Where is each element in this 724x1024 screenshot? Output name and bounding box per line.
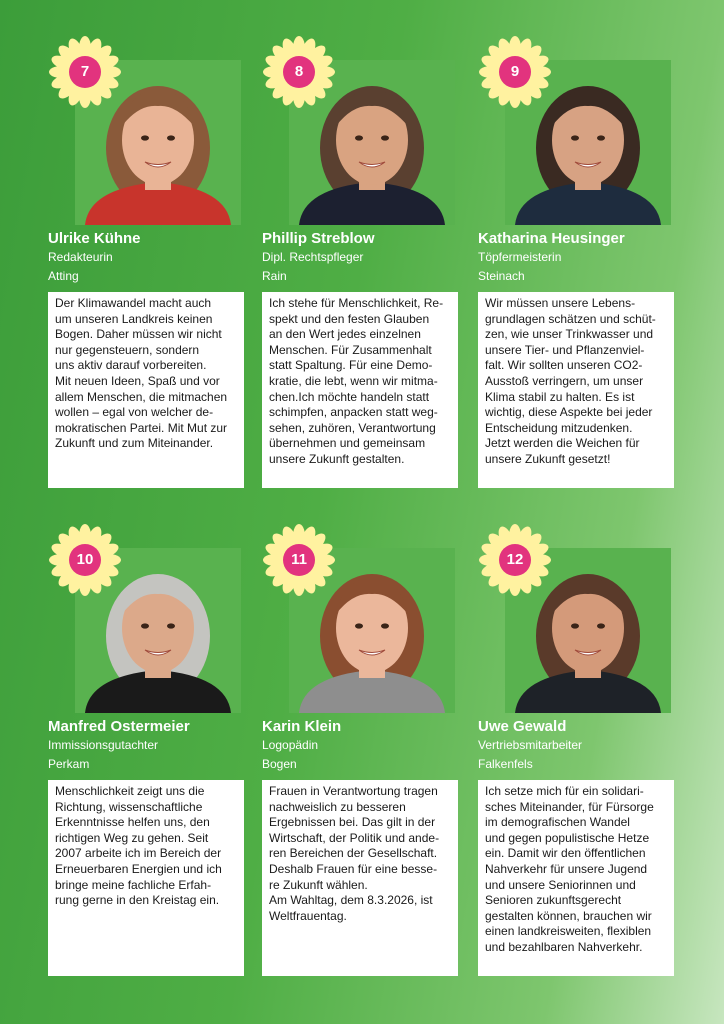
candidate-profession: Vertriebsmitarbeiter: [478, 738, 583, 752]
quote-line: nur gegensteuern, sondern: [55, 342, 200, 357]
quote-line: Frauen in Verantwortung tragen: [269, 784, 438, 798]
quote-line: wichtig, diese Aspekte bei jeder: [485, 405, 653, 420]
quote-line: richtigen Weg zu gehen. Seit: [55, 830, 209, 845]
candidate-town: Bogen: [262, 757, 297, 771]
quote-line: sehen, zuhören, Verantwortung: [269, 420, 436, 435]
quote-line: ein. Damit wir den öffentlichen: [485, 846, 646, 861]
candidate-profession: Töpfermeisterin: [478, 250, 562, 264]
candidate-town: Steinach: [478, 269, 525, 283]
candidate-name: Karin Klein: [262, 718, 342, 735]
candidate-name: Ulrike Kühne: [48, 230, 141, 247]
quote-line: nachweislich zu besseren: [269, 799, 406, 814]
quote-line: Richtung, wissenschaftliche: [55, 799, 203, 814]
quote-line: bringe meine fachliche Erfah-: [55, 877, 212, 892]
quote-line: unsere Zukunft gestalten.: [269, 451, 405, 466]
quote-line: zen, wie unser Trinkwasser und: [485, 327, 654, 342]
sunflower-icon: [48, 35, 122, 109]
quote-line: rung gerne in den Kreistag ein.: [55, 893, 220, 908]
quote-line: Ich setze mich für ein solidari-: [485, 784, 644, 798]
quote-line: chen.Ich möchte handeln statt: [269, 389, 430, 404]
quote-line: Mit neuen Ideen, Spaß und vor: [55, 373, 220, 388]
candidate-profession: Dipl. Rechtspfleger: [262, 250, 364, 264]
quote-line: Nahverkehr für unsere Jugend: [485, 861, 648, 876]
quote-line: re Zukunft wählen.: [269, 877, 368, 892]
quote-line: spekt und den festen Glauben: [269, 311, 430, 326]
quote-line: Menschen. Für Zusammenhalt: [269, 342, 432, 357]
quote-line: Bogen. Daher müssen wir nicht: [55, 327, 222, 342]
quote-line: Am Wahltag, dem 8.3.2026, ist: [269, 893, 433, 908]
quote-line: grundlagen schätzen und schüt-: [485, 311, 656, 326]
list-number: 11: [291, 551, 307, 568]
quote-line: schimpfen, anpacken statt weg-: [269, 405, 438, 420]
quote-line: Jetzt werden die Weichen für: [485, 436, 640, 451]
candidate-profession: Immissionsgutachter: [48, 738, 159, 752]
sunflower-icon: [262, 35, 336, 109]
list-number: 8: [294, 63, 304, 80]
candidate-town: Perkam: [48, 757, 90, 771]
quote-line: mokratischen Partei. Mit Mut zur: [55, 420, 228, 435]
candidate-profession: Logopädin: [262, 738, 319, 752]
quote-line: sches Miteinander, für Fürsorge: [485, 799, 654, 814]
quote-line: unsere Zukunft gesetzt!: [485, 451, 611, 466]
quote-line: und bezahlbaren Nahverkehr.: [485, 939, 643, 954]
candidate-profession: Redakteurin: [48, 250, 113, 264]
quote-line: unsere Tier- und Pflanzenviel-: [485, 342, 645, 357]
candidate-statement: [48, 292, 244, 488]
quote-line: uns aktiv darauf vorbereiten.: [55, 358, 207, 373]
quote-line: übernehmen und gemeinsam: [269, 436, 426, 451]
list-number: 9: [510, 63, 520, 80]
candidate-statement: [262, 292, 458, 488]
candidate-statement: [262, 780, 458, 976]
candidate-statement: [478, 292, 674, 488]
quote-line: und gegen populistische Hetze: [485, 830, 650, 845]
list-number: 10: [76, 551, 94, 568]
quote-line: Der Klimawandel macht auch: [55, 296, 212, 310]
quote-line: Erkenntnisse helfen uns, den: [55, 815, 210, 830]
candidate-town: Atting: [48, 269, 79, 283]
candidate-town: Rain: [262, 269, 287, 283]
candidate-statement: [478, 780, 674, 976]
quote-line: Weltfrauentag.: [269, 908, 347, 923]
candidate-name: Uwe Gewald: [478, 718, 567, 735]
sunflower-icon: [478, 523, 552, 597]
quote-line: Ich stehe für Menschlichkeit, Re-: [269, 296, 444, 310]
quote-line: im demografischen Wandel: [485, 815, 630, 830]
quote-line: Ergebnissen bei. Das gilt in der: [269, 815, 436, 830]
quote-line: statt Spaltung. Für eine Demo-: [269, 358, 433, 373]
quote-line: Zukunft und zum Miteinander.: [55, 436, 214, 451]
sunflower-icon: [478, 35, 552, 109]
candidate-name: Katharina Heusinger: [478, 230, 625, 247]
quote-line: Wirtschaft, der Politik und ande-: [269, 830, 440, 845]
quote-line: einen landkreisweiten, flexiblen: [485, 924, 652, 939]
quote-line: falt. Wir sollten unseren CO2-: [485, 358, 643, 373]
list-number: 12: [506, 551, 524, 568]
candidate-name: Phillip Streblow: [262, 230, 375, 247]
quote-line: 2007 arbeite ich im Bereich der: [55, 846, 222, 861]
quote-line: Entscheidung mitzudenken.: [485, 420, 633, 435]
quote-line: kratie, die lebt, wenn wir mitma-: [269, 373, 438, 388]
candidate-statement: [48, 780, 244, 976]
quote-line: gestalten können, brauchen wir: [485, 908, 652, 923]
quote-line: Ausstoß verringern, um unser: [485, 373, 644, 388]
quote-line: Wir müssen unsere Lebens-: [485, 296, 636, 310]
quote-line: Senioren zukunftsgerecht: [485, 893, 622, 908]
quote-line: allem Menschen, die mitmachen: [55, 389, 228, 404]
candidate-name: Manfred Ostermeier: [48, 718, 190, 735]
quote-line: wollen – egal von welcher de-: [55, 405, 214, 420]
quote-line: Menschlichkeit zeigt uns die: [55, 784, 205, 798]
list-number: 7: [80, 63, 90, 80]
quote-line: an den Wert jedes einzelnen: [269, 327, 421, 342]
quote-line: Erneuerbaren Energien und ich: [55, 861, 222, 876]
quote-line: Deshalb Frauen für eine besse-: [269, 861, 438, 876]
quote-line: und unsere Seniorinnen und: [485, 877, 636, 892]
sunflower-icon: [262, 523, 336, 597]
candidate-town: Falkenfels: [478, 757, 533, 771]
quote-line: ren Bereichen der Gesellschaft.: [269, 846, 438, 861]
quote-line: Klima stabil zu halten. Es ist: [485, 389, 635, 404]
sunflower-icon: [48, 523, 122, 597]
quote-line: um unseren Landkreis keinen: [55, 311, 213, 326]
